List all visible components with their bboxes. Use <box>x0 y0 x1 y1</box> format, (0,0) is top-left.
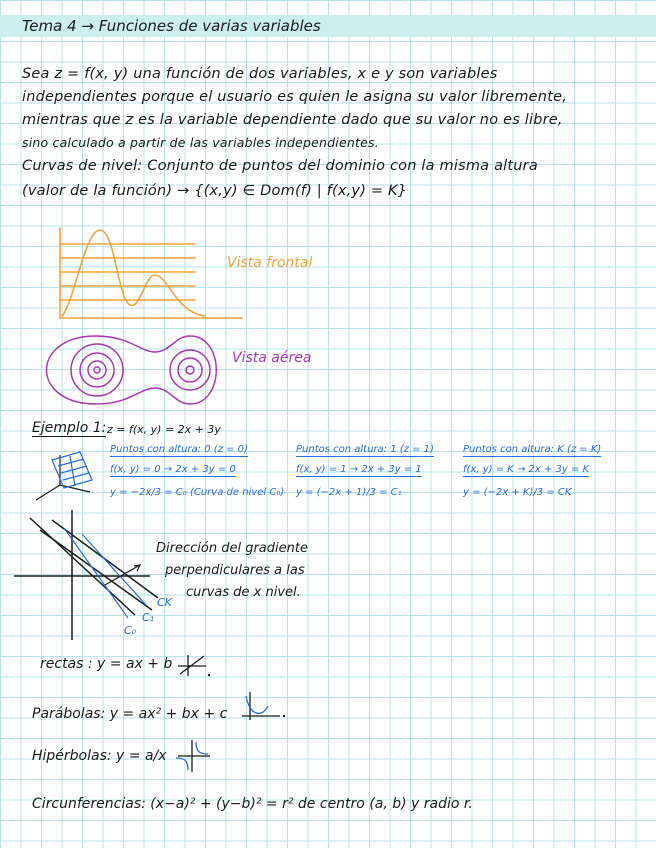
example-col3-eq: f(x, y) = K → 2x + 3y = K <box>463 464 590 475</box>
gradient-note-line-3: curvas de x nivel. <box>186 585 301 600</box>
lines-formula: rectas : y = ax + b <box>40 656 173 672</box>
level-line-ck-label: CK <box>157 596 172 609</box>
example-col3-head: Puntos con altura: K (z = K) <box>463 444 602 455</box>
level-line-c1-label: C₁ <box>142 611 155 624</box>
example-col1-head: Puntos con altura: 0 (z = 0) <box>110 444 248 455</box>
example-col2-eq: f(x, y) = 1 → 2x + 3y = 1 <box>296 464 422 475</box>
aerial-view-label: Vista aérea <box>232 350 312 366</box>
page-title: Tema 4 → Funciones de varias variables <box>22 17 321 35</box>
level-line-c0-label: C₀ <box>124 624 137 637</box>
example-col2-head: Puntos con altura: 1 (z = 1) <box>296 444 434 455</box>
hyperbolas-formula: Hipérbolas: y = a/x <box>32 748 167 764</box>
example-function: z = f(x, y) = 2x + 3y <box>107 423 221 436</box>
intro-line-1: Sea z = f(x, y) una función de dos variables, x e y son variables <box>22 66 498 82</box>
example-title: Ejemplo 1: <box>32 420 107 436</box>
intro-line-4: sino calculado a partir de las variables independientes. <box>22 135 379 150</box>
example-col3-result: y = (−2x + K)/3 = CK <box>463 487 572 498</box>
gradient-note-line-1: Dirección del gradiente <box>156 541 308 556</box>
example-col1-result: y = −2x/3 = C₀ (Curva de nivel C₀) <box>110 487 285 498</box>
level-curves-set: (valor de la función) → {(x,y) ∈ Dom(f) | f(x,y) = K} <box>22 183 408 199</box>
parabolas-formula: Parábolas: y = ax² + bx + c <box>32 706 228 722</box>
intro-line-2: independientes porque el usuario es quien le asigna su valor libremente, <box>22 89 568 105</box>
circles-formula: Circunferencias: (x−a)² + (y−b)² = r² de centro (a, b) y radio r. <box>32 796 473 812</box>
level-curves-definition: Curvas de nivel: Conjunto de puntos del dominio con la misma altura <box>22 158 538 174</box>
front-view-label: Vista frontal <box>227 255 313 271</box>
gradient-note-line-2: perpendiculares a las <box>165 563 305 578</box>
example-col2-result: y = (−2x + 1)/3 = C₁ <box>296 487 402 498</box>
intro-line-3: mientras que z es la variable dependiente dado que su valor no es libre, <box>22 112 563 128</box>
example-col1-eq: f(x, y) = 0 → 2x + 3y = 0 <box>110 464 236 475</box>
